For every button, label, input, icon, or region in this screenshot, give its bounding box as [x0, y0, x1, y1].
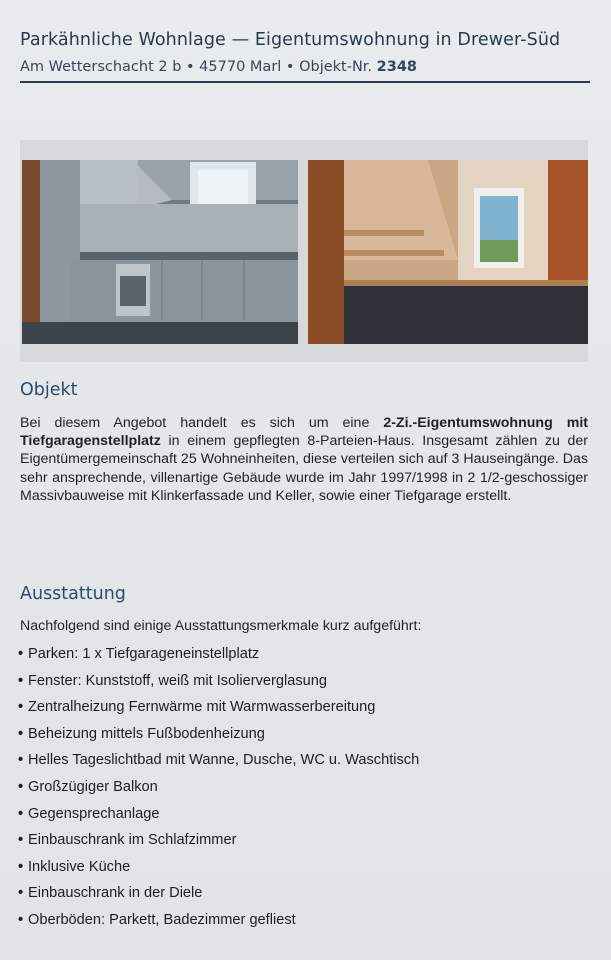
page-title: Parkähnliche Wohnlage — Eigentumswohnung in Drewer-Süd [20, 30, 561, 50]
list-item: • Oberböden: Parkett, Badezimmer gefliest [18, 911, 296, 928]
bullet-icon: • [18, 699, 24, 716]
list-item: • Einbauschrank in der Diele [18, 885, 203, 902]
bullet-icon: • [18, 778, 24, 795]
address-line [20, 59, 590, 75]
list-item: • Helles Tageslichtbad mit Wanne, Dusche, WC u. Waschtisch [18, 752, 420, 769]
ausstattung-heading: Ausstattung [20, 584, 126, 604]
bullet-icon: • [18, 832, 24, 849]
objekt-description [20, 414, 588, 505]
list-item: • Parken: 1 x Tiefgarageneinstellplatz [18, 646, 260, 662]
bullet-icon: • [18, 911, 24, 928]
page-header [20, 30, 590, 83]
photo-strip [20, 140, 588, 362]
list-item: • Einbauschrank im Schlafzimmer [18, 832, 237, 849]
feature-list [18, 644, 578, 937]
bullet-icon: • [18, 725, 24, 742]
bullet-icon: • [18, 805, 24, 822]
bullet-icon: • [18, 646, 24, 662]
list-item: • Inklusive Küche [18, 858, 131, 875]
list-item: • Gegensprechanlage [18, 805, 160, 822]
list-item: • Beheizung mittels Fußbodenheizung [18, 725, 265, 742]
list-item: • Fenster: Kunststoff, weiß mit Isolierverglasung [18, 672, 328, 689]
bullet-icon: • [18, 752, 24, 769]
list-item: • Zentralheizung Fernwärme mit Warmwasserbereitung [18, 699, 376, 716]
bullet-icon: • [18, 672, 24, 689]
bullet-icon: • [18, 885, 24, 902]
objekt-text-1: Bei diesem Angebot handelt es sich um eine [20, 415, 370, 431]
objekt-heading: Objekt [20, 380, 78, 400]
address-text: Am Wetterschacht 2 b • 45770 Marl • Objekt-Nr. [20, 59, 373, 75]
list-item: • Großzügiger Balkon [18, 778, 158, 795]
header-divider [20, 81, 590, 83]
objekt-text-2: in einem gepflegten 8-Parteien-Haus. Insgesamt zählen zu der Eigentümergemeinschaft 25 Wohneinheiten, diese verteilen sich auf 3 Hauseingänge. Das sehr ansprechende, villenartige Gebäude wurde im Jahr 1997/1998 in 2 1/2-geschossiger Massivbauweise mit Klinkerfassade und Keller, sowie einer Tiefgarage erstellt. [20, 433, 588, 504]
ausstattung-intro: Nachfolgend sind einige Ausstattungsmerkmale kurz aufgeführt: [20, 618, 422, 634]
object-number: 2348 [376, 59, 418, 75]
objekt-text-bold: 2-Zi.-Eigentumswohnung mit Tiefgaragenstellplatz [20, 415, 589, 450]
kitchen-photo[interactable] [22, 160, 298, 344]
attic-room-photo[interactable] [308, 160, 588, 344]
bullet-icon: • [18, 858, 24, 875]
